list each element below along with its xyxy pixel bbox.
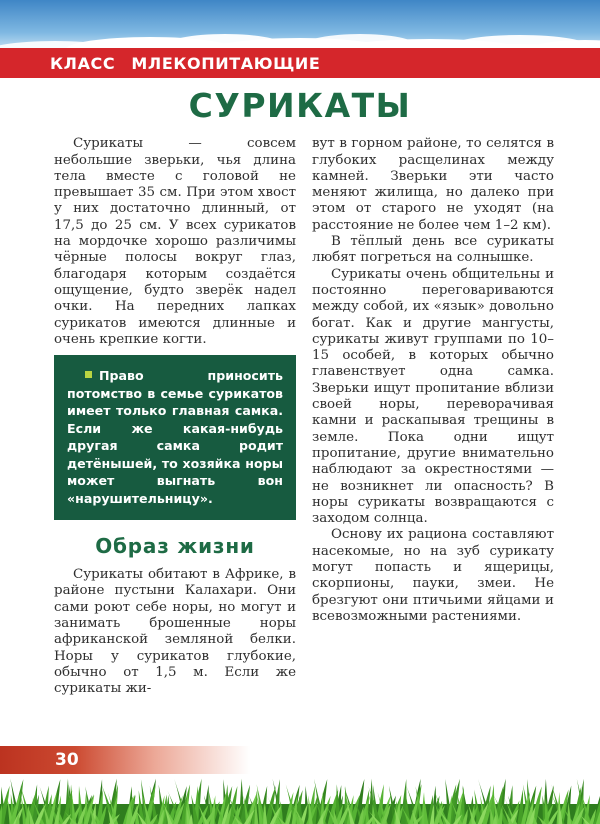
grass-illustration	[0, 766, 600, 824]
body-paragraph: вут в горном районе, то селятся в глубоких расщелинах между камней. Зверьки эти часто меняют жилища, но далеко при этом от старого не уходят (на расстояние не более чем 1–2 км).	[312, 136, 554, 233]
grass-icon	[0, 766, 600, 824]
body-paragraph: Сурикаты обитают в Африке, в районе пустыни Калахари. Они сами роют себе норы, но могут и занимать брошенные норы африканской земляной белки. Норы у сурикатов глубокие, обычно от 1,5 м. Если же сурикаты жи-	[54, 567, 296, 697]
fact-box-paragraph	[67, 367, 283, 507]
left-column	[54, 136, 296, 697]
body-paragraph: Сурикаты — совсем небольшие зверьки, чья длина тела вместе с головой не превышает 35 см. При этом хвост у них достаточно длинный, от 17,5 до 25 см. У всех сурикатов на мордочке хорошо различимы чёрные полосы вокруг глаз, благодаря которым создаётся ощущение, будто зверёк надел очки. На передних лапках сурикатов имеются длинные и очень крепкие когти.	[54, 136, 296, 347]
right-column	[312, 136, 554, 697]
article-columns	[0, 132, 600, 697]
fact-box	[54, 355, 296, 520]
body-paragraph: В тёплый день все сурикаты любят погреться на солнышке.	[312, 234, 554, 266]
page-title: СУРИКАТЫ	[188, 86, 412, 125]
sky-illustration	[0, 0, 600, 50]
fact-box-text: Право приносить потомство в семье сурикатов имеет только главная самка. Если же какая-нибудь другая самка родит детёнышей, то хозяйка норы может выгнать вон «нарушительницу».	[67, 368, 283, 506]
section-heading: Образ жизни	[95, 534, 255, 559]
chapter-banner	[0, 48, 600, 78]
clouds-icon	[0, 0, 600, 50]
chapter-banner-label: КЛАСС МЛЕКОПИТАЮЩИЕ	[50, 53, 321, 73]
square-bullet-icon	[85, 371, 92, 378]
page-number: 30	[55, 750, 79, 770]
body-paragraph: Основу их рациона составляют насекомые, но на зуб сурикату могут попасть и ящерицы, скорпионы, пауки, змеи. Не брезгуют они птичьими яйцами и всевозможными растениями.	[312, 527, 554, 624]
body-paragraph: Сурикаты очень общительны и постоянно переговариваются между собой, их «язык» довольно богат. Как и другие мангусты, сурикаты живут группами по 10–15 особей, в которых обычно главенствует одна самка. Зверьки ищут пропитание вблизи своей норы, переворачивая камни и раскапывая трещины в земле. Пока одни ищут пропитание, другие внимательно наблюдают за окрестностями — не возникнет ли опасность? В норы сурикаты возвращаются с заходом солнца.	[312, 266, 554, 527]
